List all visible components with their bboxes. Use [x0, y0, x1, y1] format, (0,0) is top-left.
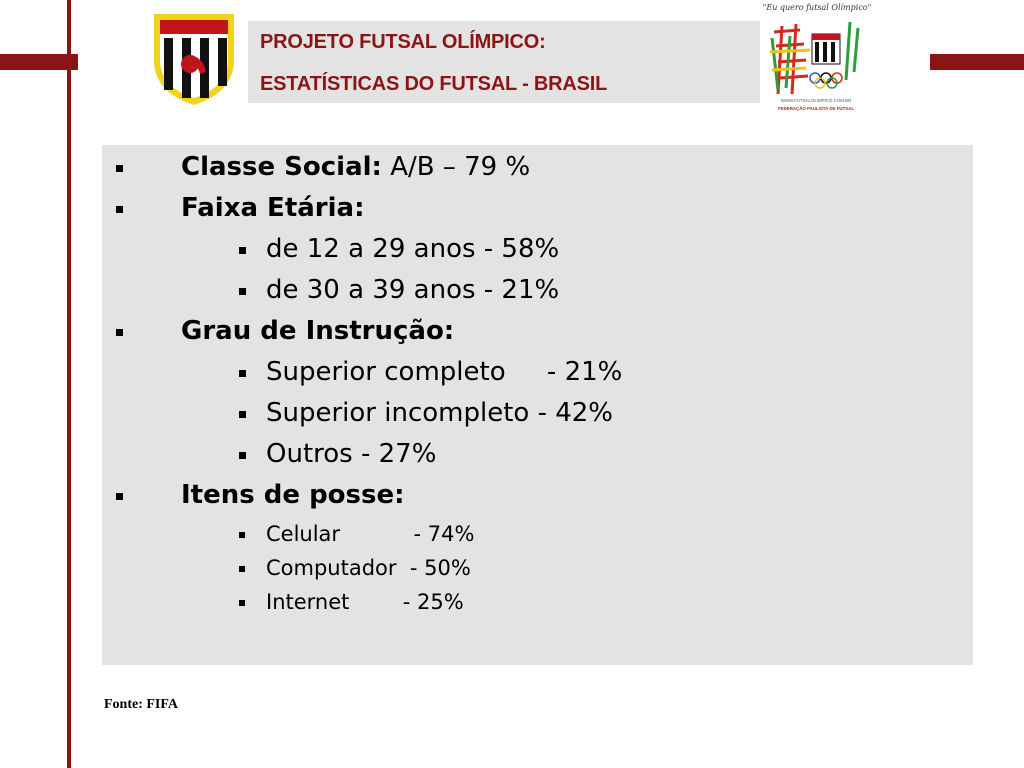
square-bullet-icon	[239, 370, 246, 377]
square-bullet-icon	[116, 493, 123, 500]
grau-instrucao-item: Outros - 27%	[266, 439, 437, 469]
itens-posse-item: Internet - 25%	[266, 590, 464, 614]
classe-social-value: A/B – 79 %	[381, 152, 531, 182]
square-bullet-icon	[239, 288, 246, 295]
grau-instrucao-item: Superior completo - 21%	[266, 357, 623, 387]
badge-slogan: "Eu quero futsal Olímpico"	[762, 3, 872, 12]
itens-posse-label: Itens de posse:	[181, 480, 405, 510]
faixa-etaria-label: Faixa Etária:	[181, 193, 365, 223]
square-bullet-icon	[116, 165, 123, 172]
badge-url: WWW.FUTSALOLIMPICO.COM.BR	[780, 98, 852, 103]
square-bullet-icon	[116, 329, 123, 336]
square-bullet-icon	[239, 411, 246, 418]
square-bullet-icon	[239, 452, 246, 459]
square-bullet-icon	[239, 247, 246, 254]
grau-instrucao-item: Superior incompleto - 42%	[266, 398, 614, 428]
right-accent-bar	[930, 54, 1024, 70]
square-bullet-icon	[239, 600, 245, 606]
badge-federation: FEDERAÇÃO PAULISTA DE FUTSAL	[777, 106, 855, 111]
source-note: Fonte: FIFA	[104, 697, 178, 712]
vertical-accent-line	[67, 0, 71, 768]
faixa-etaria-item: de 12 a 29 anos - 58%	[266, 234, 560, 264]
statistics-panel	[102, 145, 973, 665]
square-bullet-icon	[239, 566, 245, 572]
square-bullet-icon	[116, 206, 123, 213]
classe-social-label: Classe Social:	[181, 152, 382, 182]
title-line-1: PROJETO FUTSAL OLÍMPICO:	[260, 31, 546, 53]
itens-posse-item: Computador - 50%	[266, 556, 471, 580]
itens-posse-item: Celular - 74%	[266, 522, 475, 546]
square-bullet-icon	[239, 532, 245, 538]
faixa-etaria-item: de 30 a 39 anos - 21%	[266, 275, 560, 305]
fpfs-shield-logo	[150, 8, 238, 108]
title-box	[248, 21, 760, 103]
left-accent-bar	[0, 54, 78, 70]
grau-instrucao-label: Grau de Instrução:	[181, 316, 455, 346]
title-line-2: ESTATÍSTICAS DO FUTSAL - BRASIL	[260, 73, 608, 95]
